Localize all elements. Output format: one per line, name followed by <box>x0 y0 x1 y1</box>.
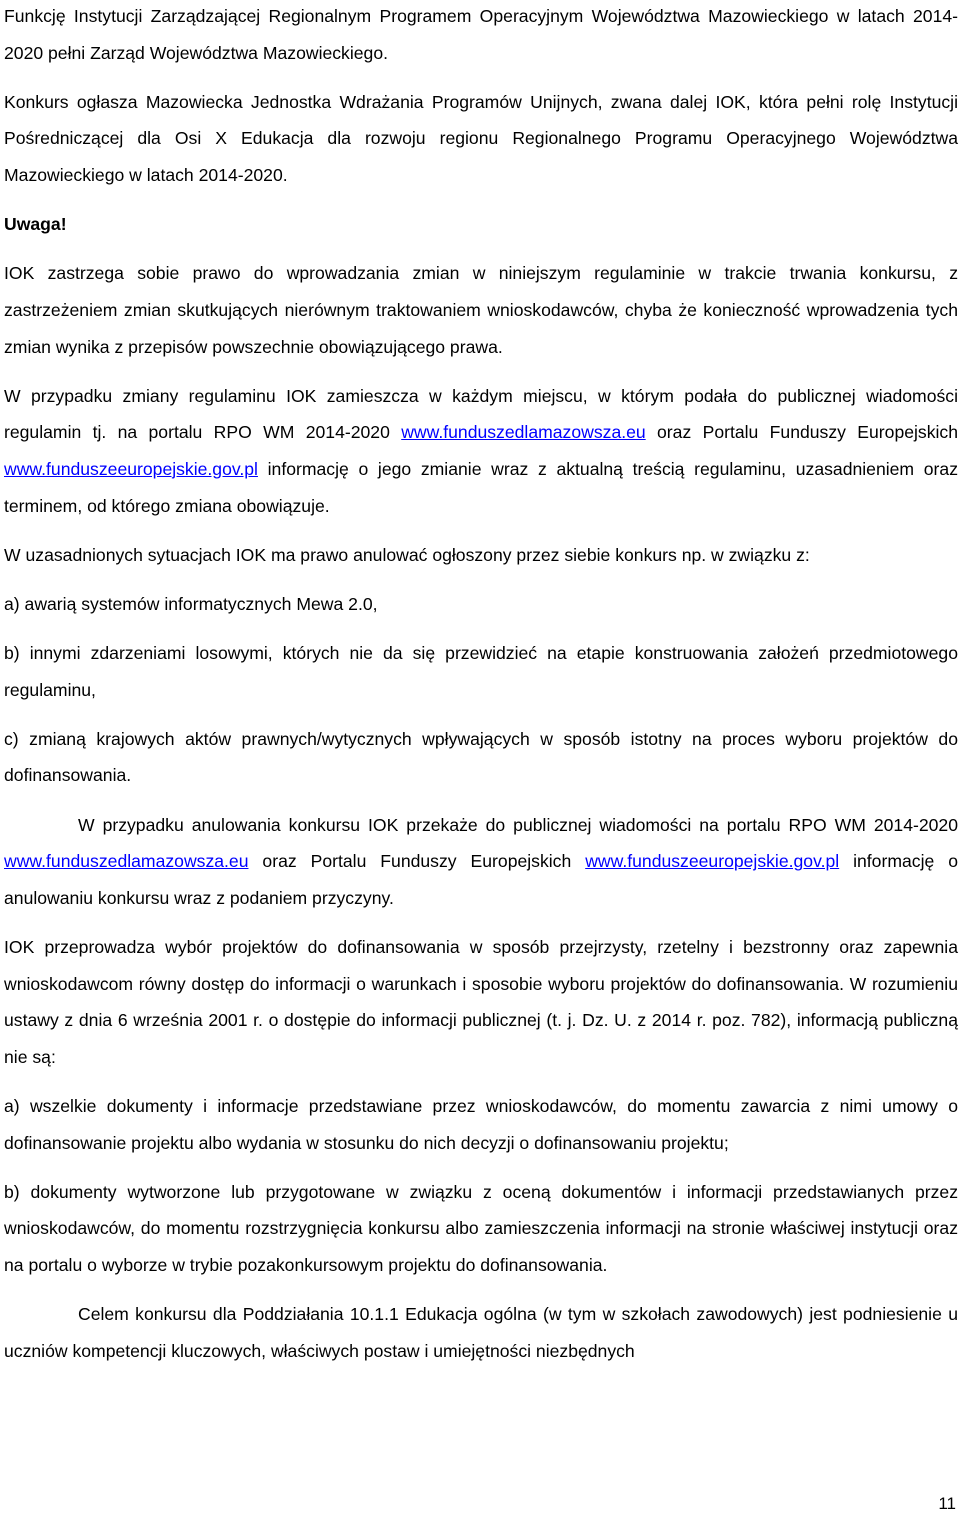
text-segment: W przypadku zmiany regulaminu IOK zamieszcza w każdym miejscu, w którym podała do publicznej wiadomości regulamin tj. na portalu RPO WM 2014-2020 <box>4 385 958 443</box>
text-segment: W przypadku anulowania konkursu IOK przekaże do publicznej wiadomości na portalu RPO WM 2014-2020 <box>78 814 958 835</box>
paragraph-anulowac: W uzasadnionych sytuacjach IOK ma prawo anulować ogłoszony przez siebie konkurs np. w związku z: <box>4 544 810 565</box>
paragraph-celem: Celem konkursu dla Poddziałania 10.1.1 Edukacja ogólna (w tym w szkołach zawodowych) jest podniesienie u uczniów kompetencji kluczowych, właściwych postaw i umiejętności niezbędnych <box>4 1304 958 1361</box>
link-funduszedlamazowsza[interactable]: www.funduszedlamazowsza.eu <box>401 422 646 443</box>
paragraph-zastrzega: IOK zastrzega sobie prawo do wprowadzania zmian w niniejszym regulaminie w trakcie trwania konkursu, z zastrzeżeniem zmian skutkujących nierównym traktowaniem wnioskodawców, chyba że konieczność wprowadzenia tych zmian wynika z przepisów powszechnie obowiązującego prawa. <box>4 263 958 357</box>
heading-uwaga: Uwaga! <box>4 214 67 235</box>
page-number: 11 <box>938 1494 956 1513</box>
text-segment: oraz Portalu Funduszy Europejskich <box>248 851 586 872</box>
link-funduszeeuropejskie[interactable]: www.funduszeeuropejskie.gov.pl <box>585 851 840 872</box>
paragraph-anulowanie <box>4 807 958 917</box>
list-item-a: a) awarią systemów informatycznych Mewa 2.0, <box>4 593 378 614</box>
list-item-a-dokumenty: a) wszelkie dokumenty i informacje przedstawiane przez wnioskodawców, do momentu zawarcia z nimi umowy o dofinansowanie projektu albo wydania w stosunku do nich decyzji o dofinansowaniu projektu; <box>4 1095 958 1153</box>
text-segment: informację o anulowaniu konkursu wraz z podaniem przyczyny. <box>4 851 958 908</box>
paragraph-konkurs: Konkurs ogłasza Mazowiecka Jednostka Wdrażania Programów Unijnych, zwana dalej IOK, która pełni rolę Instytucji Pośredniczącej dla Osi X Edukacja dla rozwoju regionu Regionalnego Programu Operacyjnego Województwa Mazowieckiego w latach 2014-2020. <box>4 91 958 185</box>
document-page <box>4 0 958 1369</box>
list-item-b-dokumenty: b) dokumenty wytworzone lub przygotowane w związku z oceną dokumentów i informacji przedstawianych przez wnioskodawców, do momentu rozstrzygnięcia konkursu albo zamieszczenia informacji na stronie właściwej instytucji oraz na portalu o wyborze w trybie pozakonkursowym projektu do dofinansowania. <box>4 1181 958 1275</box>
paragraph-wybor: IOK przeprowadza wybór projektów do dofinansowania w sposób przejrzysty, rzetelny i bezstronny oraz zapewnia wnioskodawcom równy dostęp do informacji o warunkach i sposobie wyboru projektów do dofinansowania. W rozumieniu ustawy z dnia 6 września 2001 r. o dostępie do informacji publicznej (t. j. Dz. U. z 2014 r. poz. 782), informacją publiczną nie są: <box>4 937 958 1067</box>
paragraph-intro: Funkcję Instytucji Zarządzającej Regionalnym Programem Operacyjnym Województwa Mazowieckiego w latach 2014-2020 pełni Zarząd Województwa Mazowieckiego. <box>4 6 958 63</box>
paragraph-zmiana-regulaminu <box>4 378 958 524</box>
link-funduszeeuropejskie[interactable]: www.funduszeeuropejskie.gov.pl <box>4 458 258 479</box>
list-item-c: c) zmianą krajowych aktów prawnych/wytycznych wpływających w sposób istotny na proces wyboru projektów do dofinansowania. <box>4 728 958 786</box>
link-funduszedlamazowsza[interactable]: www.funduszedlamazowsza.eu <box>4 851 249 872</box>
list-item-b: b) innymi zdarzeniami losowymi, których nie da się przewidzieć na etapie konstruowania założeń przedmiotowego regulaminu, <box>4 643 958 700</box>
text-segment: oraz Portalu Funduszy Europejskich <box>645 422 959 443</box>
text-segment: informację o jego zmianie wraz z aktualną treścią regulaminu, uzasadnieniem oraz terminem, od którego zmiana obowiązuje. <box>4 458 958 516</box>
